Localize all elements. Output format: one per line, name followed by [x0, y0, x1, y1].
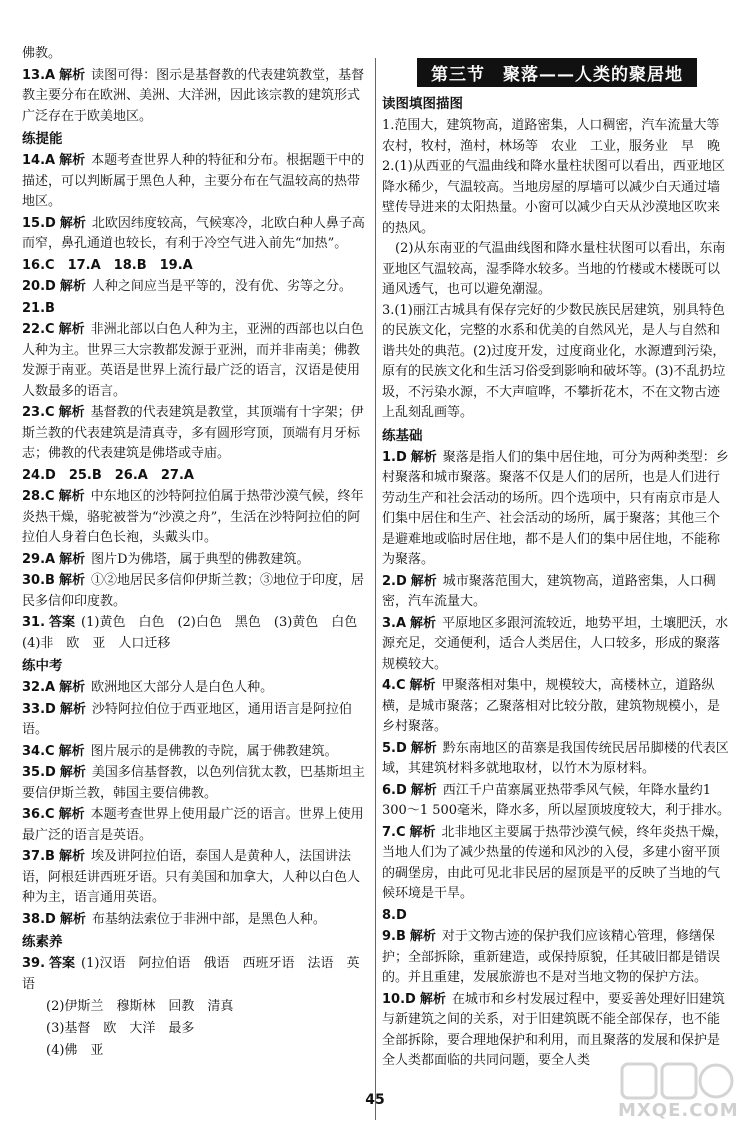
question-number: 2.D — [382, 573, 407, 589]
answer-item — [382, 572, 732, 613]
question-number: 23.C — [22, 405, 55, 420]
left-column — [22, 44, 370, 1062]
section-heading: 练素养 — [22, 934, 63, 950]
answer-text: 聚落是指人们的集中居住地，可分为两种类型：乡村聚落和城市聚落。聚落不仅是人们的居所，也是人们进行劳动生产和社会活动的场所。四个选项中，只有南京市是人们集中居住和生产、社会活动的场所，属于聚落；其他三个是避难地或临时居住地，都不是人们的集中居住地，不能称为聚落。 — [382, 449, 729, 567]
answer-item — [382, 781, 732, 822]
watermark-logo — [618, 1060, 738, 1124]
answer-text: 欧洲地区大部分人是白色人种。 — [91, 680, 274, 695]
answer-text: 图片D为佛塔，属于典型的佛教建筑。 — [91, 551, 310, 567]
question-number: 33.D — [22, 701, 56, 717]
answer-item — [382, 676, 732, 738]
page-number: 45 — [365, 1092, 385, 1108]
question-number: 1.D — [382, 449, 407, 465]
answer-item — [22, 954, 370, 995]
answer-keyword: 解析 — [58, 322, 85, 337]
answer-item — [382, 927, 732, 989]
answer-keyword: 解析 — [59, 215, 86, 231]
answer-keyword: 解析 — [59, 911, 86, 927]
answer-text: (1)汉语 阿拉伯语 俄语 西班牙语 法语 英语 — [22, 956, 360, 992]
answer-text: ①②地居民多信仰伊斯兰教；③地位于印度，居民多信仰印度教。 — [22, 573, 364, 609]
answer-item — [382, 614, 732, 676]
answer-keyword: 解析 — [410, 740, 437, 756]
answer-text: 本题考查世界上使用最广泛的语言。世界上使用最广泛的语言是英语。 — [22, 807, 364, 843]
answer-keyword: 解析 — [409, 824, 436, 840]
question-number: 37.B — [22, 849, 55, 864]
question-number: 9.B — [382, 929, 406, 944]
answer-text: 读图可得：图示是基督教的代表建筑教堂，基督教主要分布在欧洲、美洲、大洋洲，因此该宗教的建筑形式广泛存在于欧美地区。 — [22, 67, 365, 124]
answer-item — [22, 277, 370, 298]
question-number: 14.A — [22, 153, 56, 168]
section-heading: 读图填图描图 — [382, 96, 463, 112]
section-heading: 练中考 — [22, 658, 63, 674]
question-number: 10.D — [382, 991, 416, 1007]
section-heading: 练提能 — [22, 131, 63, 147]
answer-text: 黔东南地区的苗寨是我国传统民居吊脚楼的代表区域，其建筑材料多就地取材，以竹木为原材料。 — [382, 740, 729, 776]
answer-keyword: 解析 — [410, 615, 437, 631]
answer-keyword: 答案 — [49, 615, 76, 630]
answer-item — [382, 906, 732, 927]
question-number: 15.D — [22, 215, 56, 231]
question-number: 36.C — [22, 807, 55, 822]
answer-text: 本题考查世界人种的特征和分布。根据题干中的描述，可以判断属于黑色人种，主要分布在气温较高的热带地区。 — [22, 153, 365, 209]
watermark-text: MXQE.COM — [618, 1100, 739, 1121]
answer-keyword: 解析 — [409, 678, 436, 693]
answer-text: 佛教。 — [22, 46, 62, 61]
answer-item — [22, 847, 370, 909]
answer-text: 沙特阿拉伯位于西亚地区，通用语言是阿拉伯语。 — [22, 701, 352, 737]
answer-item — [22, 487, 370, 549]
question-number: 7.C — [382, 824, 406, 840]
answer-keyword: 解析 — [58, 405, 85, 420]
question-number: 5.D — [382, 740, 407, 756]
answer-item — [22, 214, 370, 255]
answer-paragraph: 1.范围大，建筑物高，道路密集，人口稠密，汽车流量大等 农村，牧村，渔村，林场等 农业 工业，服务业 早 晚 — [382, 118, 733, 154]
answer-text: 基督教的代表建筑是教堂，其顶端有十字架；伊斯兰教的代表建筑是清真寺，多有圆形穹顶，顶端有月牙标志；佛教的代表建筑是佛塔或寺庙。 — [22, 405, 364, 461]
question-number: 4.C — [382, 678, 406, 693]
question-number: 3.A — [382, 615, 407, 631]
answer-item — [22, 151, 370, 213]
answer-line: (4)佛 亚 — [46, 1043, 104, 1058]
answer-item — [22, 550, 370, 571]
answer-keyword: 解析 — [419, 991, 446, 1007]
answer-keyword: 解析 — [410, 573, 437, 589]
answer-keyword: 解析 — [59, 551, 86, 567]
answer-text: 城市聚落范围大，建筑物高，道路密集，人口稠密，汽车流量大。 — [382, 573, 716, 609]
question-number: 32.A — [22, 680, 56, 695]
answer-keyword: 解析 — [58, 489, 85, 504]
column-divider — [375, 58, 376, 1120]
answer-item — [22, 678, 370, 699]
answer-item — [22, 742, 370, 763]
answer-text: 甲聚落相对集中，规模较大，高楼林立，道路纵横，是城市聚落；乙聚落相对比较分散，建筑物规模小，是乡村聚落。 — [382, 678, 721, 734]
answer-paragraph: 3.(1)丽江古城具有保存完好的少数民族民居建筑，别具特色的民族文化，完整的水系和优美的自然风光，是人与自然和谐共处的典范。(2)过度开发，过度商业化，水源遭到污染，原有的民族文化和生活习俗受到影响和破坏等。(3)不乱扔垃圾，不污染水源，不大声喧哗，不攀折花木，不在文物古迹上乱刻乱画等。 — [382, 302, 726, 420]
answer-keyword: 解析 — [59, 680, 86, 695]
question-number: 29.A — [22, 551, 56, 567]
question-number: 34.C — [22, 743, 55, 759]
answer-item — [22, 763, 370, 804]
right-column — [382, 44, 732, 1073]
answer-item — [22, 571, 370, 612]
answer-text: (1)黄色 白色 (2)白色 黑色 (3)黄色 白色 (4)非 欧 亚 人口迁移 — [22, 615, 371, 651]
watermark-stamp-icon — [618, 1060, 738, 1104]
question-number: 28.C — [22, 489, 55, 504]
answer-item — [382, 448, 732, 571]
answer-keyword: 解析 — [59, 701, 86, 717]
question-number: 20.D — [22, 279, 56, 294]
question-number: 16.C 17.A 18.B 19.A — [22, 257, 193, 273]
answer-text: 北欧因纬度较高，气候寒冷，北欧白种人鼻子高而窄，鼻孔通道也较长，有利于冷空气进入前先“加热”。 — [22, 215, 365, 251]
answer-item — [382, 739, 732, 780]
answer-item — [22, 66, 370, 128]
question-number: 21.B — [22, 300, 55, 316]
answer-keyword: 解析 — [410, 449, 437, 465]
section-title: 第三节 聚落——人类的聚居地 — [417, 58, 697, 87]
answer-text: 人种之间应当是平等的，没有优、劣等之分。 — [91, 279, 352, 294]
answer-item — [22, 299, 370, 320]
answer-keyword: 解析 — [58, 743, 85, 759]
question-number: 6.D — [382, 782, 407, 798]
section-heading: 练基础 — [382, 427, 423, 444]
answer-text: 非洲北部以白色人种为主，亚洲的西部也以白色人种为主。世界三大宗教都发源于亚洲，而并非南美；佛教发源于南亚。英语是世界上流行最广泛的语言，汉语是使用人数最多的语言。 — [22, 322, 364, 399]
answer-keyword: 解析 — [59, 279, 86, 294]
question-number: 38.D — [22, 911, 56, 927]
answer-text: 北非地区主要属于热带沙漠气候，终年炎热干燥，当地人们为了减少热量的传递和风沙的入侵，多建小窗平顶的碉堡房，由此可见北非民居的屋顶是平的反映了当地的气候环境是干旱。 — [382, 824, 728, 901]
question-number: 13.A — [22, 67, 56, 83]
answer-keyword: 解析 — [59, 67, 86, 83]
answer-item — [22, 805, 370, 846]
question-number: 30.B — [22, 573, 55, 588]
question-number: 22.C — [22, 322, 55, 337]
answer-text: 平原地区多跟河流较近，地势平坦，土壤肥沃，水源充足，交通便利，适合人类居住，人口较多，形成的聚落规模较大。 — [382, 615, 729, 672]
answer-paragraph: 2.(1)从西亚的气温曲线和降水量柱状图可以看出，西亚地区降水稀少，气温较高。当地房屋的厚墙可以减少白天通过墙壁传导进来的太阳热量。小窗可以减少白天从沙漠地区吹来的热风。 — [382, 159, 725, 236]
answer-item — [22, 466, 370, 487]
answer-item — [22, 910, 370, 931]
answer-line: (2)伊斯兰 穆斯林 回教 清真 — [46, 999, 234, 1014]
answer-text: 西江千户苗寨属亚热带季风气候，年降水量约1 300～1 500毫米，降水多，所以屋顶坡度较大，利于排水。 — [382, 782, 731, 818]
answer-item — [22, 44, 370, 65]
answer-keyword: 答案 — [49, 956, 76, 971]
answer-keyword: 解析 — [59, 153, 86, 168]
answer-text: 对于文物古迹的保护我们应该精心管理，修缮保护；全部拆除，重新建造，或保持原貌，任其破旧都是错误的。并且重建，发展旅游也不是对当地文物的保护方法。 — [382, 929, 721, 985]
answer-item — [22, 256, 370, 277]
question-number: 35.D — [22, 765, 56, 780]
question-number: 8.D — [382, 907, 407, 923]
answer-item — [382, 823, 732, 905]
answer-line: (3)基督 欧 大洋 最多 — [46, 1021, 195, 1036]
answer-keyword: 解析 — [58, 849, 85, 864]
section-title-banner — [382, 58, 732, 87]
question-number: 39. — [22, 956, 46, 971]
answer-text: 图片展示的是佛教的寺院，属于佛教建筑。 — [90, 743, 338, 759]
answer-text: 在城市和乡村发展过程中，要妥善处理好旧建筑与新建筑之间的关系，对于旧建筑既不能全部保存，也不能全部拆除，要合理地保护和利用，而且聚落的发展和保护是全人类都面临的共同问题，要全人类 — [382, 991, 725, 1068]
answer-item — [22, 403, 370, 465]
answer-item — [22, 320, 370, 402]
answer-item — [22, 700, 370, 741]
answer-paragraph: (2)从东南亚的气温曲线图和降水量柱状图可以看出，东南亚地区气温较高，湿季降水较多。当地的竹楼或木楼既可以通风透气，也可以避免潮湿。 — [382, 241, 726, 297]
answer-text: 中东地区的沙特阿拉伯属于热带沙漠气候，终年炎热干燥，骆驼被誉为“沙漠之舟”，生活在沙特阿拉伯的阿拉伯人身着白色长袍，头戴头巾。 — [22, 489, 364, 545]
answer-keyword: 解析 — [58, 573, 85, 588]
answer-item — [22, 613, 370, 654]
question-number: 31. — [22, 615, 46, 630]
question-number: 24.D 25.B 26.A 27.A — [22, 467, 194, 483]
answer-keyword: 解析 — [58, 807, 85, 822]
answer-keyword: 解析 — [410, 782, 437, 798]
answer-keyword: 解析 — [409, 929, 436, 944]
answer-text: 埃及讲阿拉伯语，泰国人是黄种人，法国讲法语，阿根廷讲西班牙语。只有美国和加拿大，人种以白色人种为主，语言通用英语。 — [22, 849, 361, 905]
answer-text: 布基纳法索位于非洲中部，是黑色人种。 — [91, 911, 326, 927]
answer-text: 美国多信基督教，以色列信犹太教，巴基斯坦主要信伊斯兰教，韩国主要信佛教。 — [22, 765, 365, 801]
answer-keyword: 解析 — [59, 765, 86, 780]
